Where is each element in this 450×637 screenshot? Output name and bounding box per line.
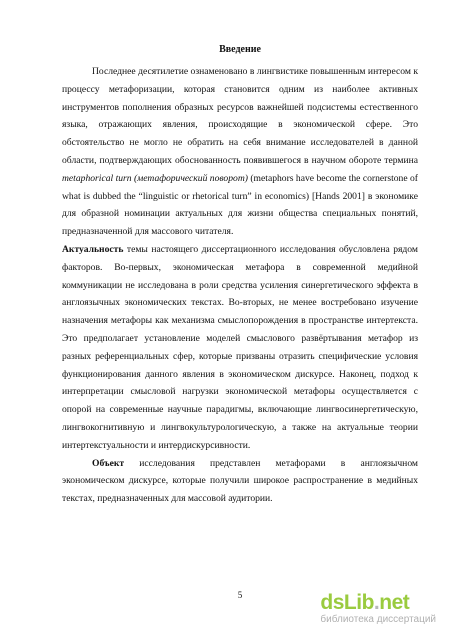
- bold-term-object: Объект: [92, 457, 125, 469]
- italic-term: metaphorical turn (метафорический поворот): [62, 172, 248, 184]
- watermark-subtitle: библиотека диссертаций: [320, 614, 436, 625]
- paragraph-text: (metaphors have become the cornerstone of what is dubbed the “linguistic or rhetorical turn” in economics) [Hands 2001] в экономике для образной номинации актуальных для жизни общества специальных понятий, предназначенной для массового читателя.: [62, 172, 418, 238]
- paragraph-text: темы настоящего диссертационного исследования обусловлена рядом факторов. Во-первых, экономическая метафора в современной медийной коммуникации не исследована в роли средства усиления синергетического эффекта в англоязычных экономических текстах. Во-вторых, не менее востребовано изучение назначения метафоры как механизма смыслопорождения в пространстве интертекста. Это предполагает установление моделей смыслового развёртывания метафор из разных референциальных сфер, которые призваны отразить специфические условия функционирования данного явления в экономическом дискурсе. Наконец, подход к интерпретации смысловой нагрузки экономической метафоры осуществляется с опорой на современные научные парадигмы, включающие лингвосинергетическую, лингвокогнитивную и лингвокультурологическую, а также на актуальные теории интертекстуальности и интердискурсивности.: [62, 243, 418, 451]
- page-number: 5: [237, 590, 243, 600]
- paragraph-relevance: [62, 241, 418, 455]
- page-title: Введение: [219, 44, 261, 55]
- watermark-logo-dot: .: [373, 591, 380, 614]
- watermark: [320, 592, 436, 625]
- paragraph-text: исследования представлен метафорами в англоязычном экономическом дискурсе, которые получили широкое распространение в медийных текстах, предназначенных для массовой аудитории.: [62, 457, 418, 505]
- paragraph-object: [62, 455, 418, 508]
- paragraph-intro: [62, 63, 418, 241]
- watermark-logo: [320, 592, 436, 614]
- paragraph-text: Последнее десятилетие ознаменовано в лингвистике повышенным интересом к процессу метафоризации, которая становится одним из наиболее активных инструментов пополнения образных ресурсов важнейшей подсистемы естественного языка, отражающих явления, происходящие в экономической сфере. Это обстоятельство не могло не обратить на себя внимание исследователей в данной области, подтверждающих обоснованность появившегося в научном обороте термина: [62, 66, 418, 166]
- watermark-logo-tld: net: [379, 591, 410, 614]
- watermark-logo-main: dsLib: [320, 591, 374, 614]
- bold-term-relevance: Актуальность: [62, 243, 124, 255]
- document-body: [62, 63, 418, 508]
